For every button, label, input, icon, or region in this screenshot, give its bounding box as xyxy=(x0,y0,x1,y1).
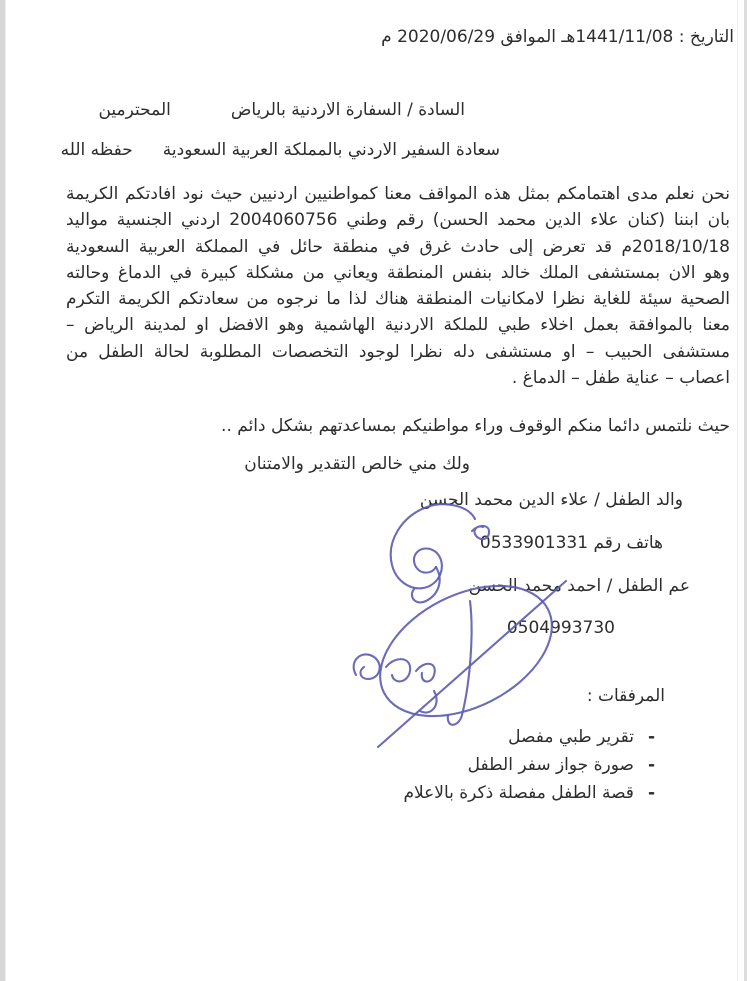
attachments-title: المرفقات : xyxy=(586,686,665,706)
list-dash-marker: - xyxy=(647,755,655,775)
attachment-label: قصة الطفل مفصلة ذكرة بالاعلام xyxy=(403,783,634,803)
attachment-label: صورة جواز سفر الطفل xyxy=(467,755,634,775)
addressee-blessing: حفظه الله xyxy=(60,140,133,160)
addressee-embassy: السادة / السفارة الاردنية بالرياض xyxy=(230,100,465,120)
attachment-label: تقرير طبي مفصل xyxy=(508,727,634,747)
list-dash-marker: - xyxy=(647,783,655,803)
addressee-honorific: المحترمين xyxy=(98,100,171,120)
body-line: مستشفى الحبيب – او مستشفى دله نظرا لوجود التخصصات المطلوبة لحالة الطفل من xyxy=(66,341,730,362)
addressee-line-1 xyxy=(98,100,465,120)
list-dash-marker: - xyxy=(647,727,655,747)
attachment-item xyxy=(403,754,655,776)
page-edge-right-shadow xyxy=(737,0,738,981)
body-line: 2018/10/18م قد تعرض إلى حادث غرق في منطقة حائل في المملكة العربية السعودية xyxy=(66,236,730,257)
addressee-line-2 xyxy=(61,140,500,160)
body-line: نحن نعلم مدى اهتمامكم بمثل هذه المواقف معنا كمواطنيين اردنيين حيث نود افادتكم الكريمة xyxy=(66,184,730,204)
uncle-signatory-label: عم الطفل / احمد محمد الحسن xyxy=(468,576,690,596)
attachment-item xyxy=(403,782,655,804)
attachment-item xyxy=(403,726,655,748)
uncle-phone-number: 0504993730 xyxy=(506,618,615,638)
page-edge-right xyxy=(744,0,747,981)
addressee-ambassador: سعادة السفير الاردني بالمملكة العربية السعودية xyxy=(162,140,500,160)
father-phone-number: هاتف رقم 0533901331 xyxy=(479,533,663,553)
body-line: وهو الان بمستشفى الملك خالد بنفس المنطقة ويعاني من مشكلة كبيرة في الدماغ وحالته xyxy=(66,262,730,283)
page-edge-left xyxy=(0,0,6,981)
body-line: معنا بالموافقة بعمل اخلاء طبي للملكة الاردنية الهاشمية وهو الافضل او لمدينة الرياض – xyxy=(66,315,730,336)
date-line: التاريخ : 1441/11/08هـ الموافق 2020/06/29 م xyxy=(381,27,734,47)
body-line: اعصاب – عناية طفل – الدماغ . xyxy=(511,368,730,389)
body-line: الصحية سيئة للغاية نظرا لامكانيات المنطقة هناك لذا ما نرجوه من سعادتكم الكريمة التكرم xyxy=(66,289,730,310)
attachments-list xyxy=(403,726,655,804)
letter-body xyxy=(66,181,730,391)
father-signatory-label: والد الطفل / علاء الدين محمد الحسن xyxy=(419,490,683,510)
body-line: بان ابننا (كنان علاء الدين محمد الحسن) رقم وطني 2004060756 اردني الجنسية مواليد xyxy=(66,210,730,231)
closing-salutation-line: ولك مني خالص التقدير والامتنان xyxy=(244,454,470,474)
closing-request-line: حيث نلتمس دائما منكم الوقوف وراء مواطنيكم بمساعدتهم بشكل دائم .. xyxy=(221,416,730,436)
